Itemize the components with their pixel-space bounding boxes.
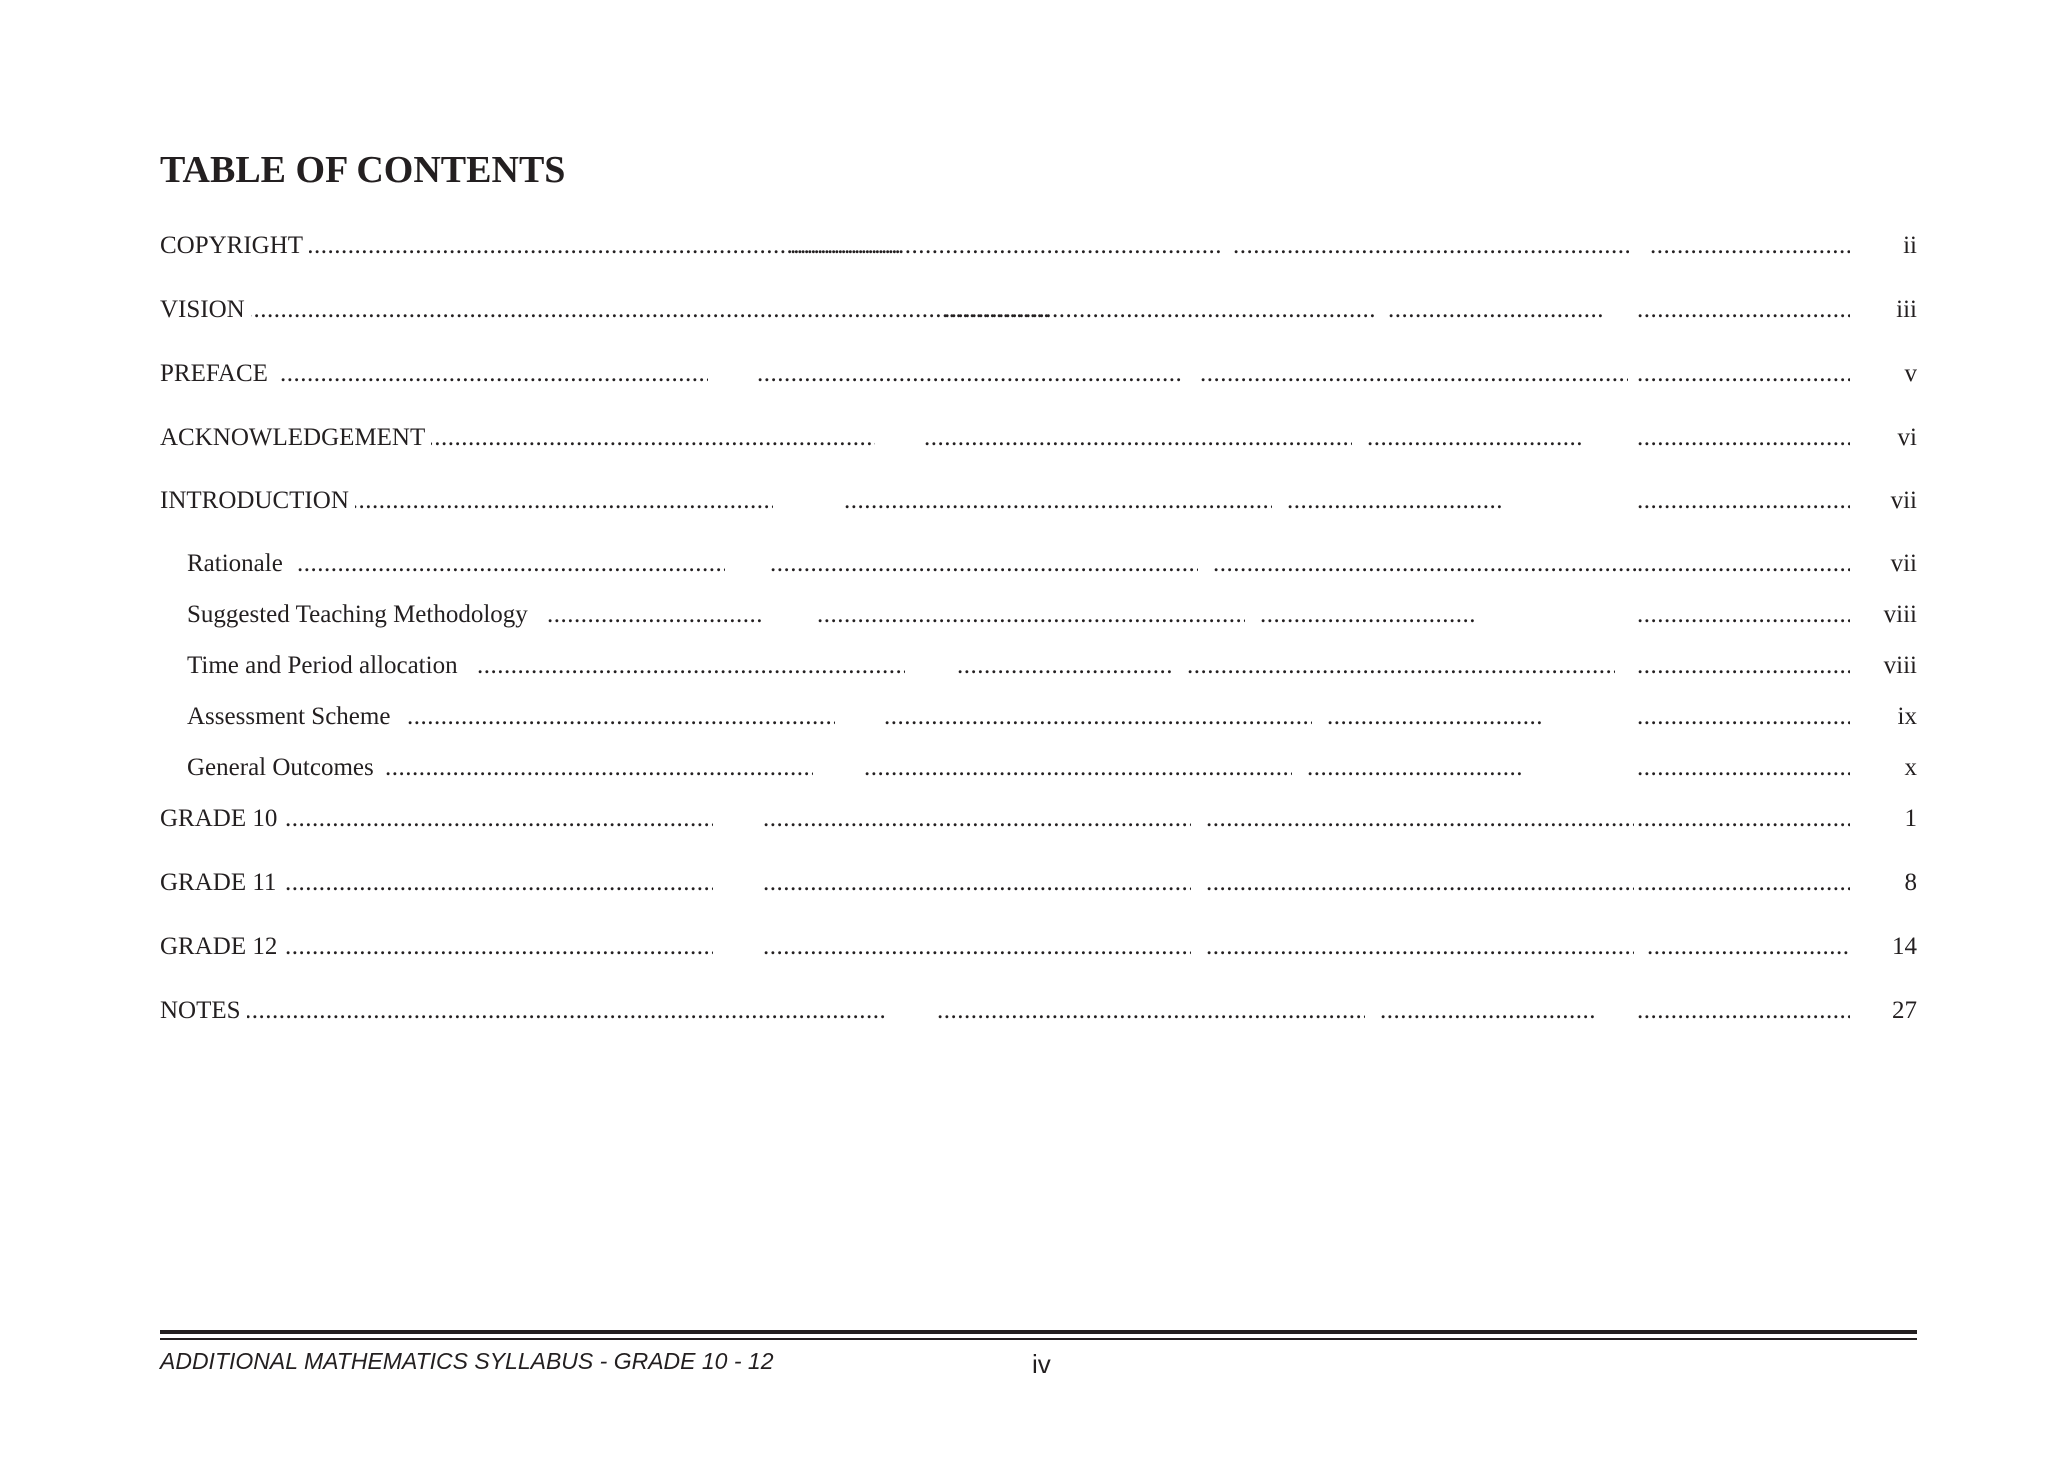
toc-entry-suggested-teaching-methodology[interactable] [187,597,1917,633]
leader-dots [1647,929,1850,965]
leader-dots [240,292,1050,328]
footer-page-number: iv [1032,1349,1051,1379]
toc-entry-page: 8 [1904,869,1917,896]
leader-dots [1287,483,1502,519]
leader-dots [477,648,905,684]
leader-dots [1637,292,1850,328]
leader-dots [1380,993,1595,1029]
toc-entry-label: Rationale [187,546,289,582]
leader-dots [763,801,1191,837]
leader-dots [360,420,875,456]
toc-entry-label: PREFACE [160,356,274,392]
toc-entry-page: ix [1897,703,1917,730]
leader-dots [937,993,1365,1029]
toc-entry-label: Assessment Scheme [187,699,396,735]
toc-entry-label: General Outcomes [187,750,380,786]
leader-dots [1206,801,1634,837]
leader-dots [285,865,713,901]
leader-dots [1637,750,1850,786]
footer-rule [160,1338,1917,1340]
toc-entry-assessment-scheme[interactable] [187,699,1917,735]
toc-entry-page: 1 [1904,805,1917,832]
leader-dots [1327,699,1542,735]
toc-entry-label: INTRODUCTION [160,483,355,519]
leader-dots [1637,648,1850,684]
leader-dots [1637,865,1850,901]
toc-entry-general-outcomes[interactable] [187,750,1917,786]
leader-dots [763,865,1191,901]
leader-dots [844,483,1272,519]
leader-dots [297,546,725,582]
toc-entry-time-and-period-allocation[interactable] [187,648,1917,684]
toc-entry-label: NOTES [160,993,247,1029]
leader-dots [245,993,887,1029]
toc-entry-notes[interactable] [160,993,1917,1029]
leader-dots [1637,420,1850,456]
leader-dots [285,801,713,837]
leader-dots [1388,292,1603,328]
toc-entry-copyright[interactable] [160,228,1917,264]
leader-dots [1637,356,1850,392]
leader-dots [1637,483,1850,519]
leader-dots [1187,648,1615,684]
leader-dots [1637,993,1850,1029]
toc-entry-label: ACKNOWLEDGEMENT [160,420,431,456]
toc-entry-page: viii [1883,601,1917,628]
toc-entry-page: vii [1890,487,1917,514]
toc-entry-label: GRADE 11 [160,865,282,901]
leader-dots [770,546,1198,582]
toc-entry-page: vii [1890,550,1917,577]
toc-entry-page: iii [1896,296,1917,323]
leader-dots [345,483,773,519]
leader-dots [1206,865,1634,901]
leader-dots [1233,228,1629,264]
leader-dots [1650,228,1850,264]
leader-dots [1637,801,1850,837]
leader-dots [864,750,1292,786]
leader-dots [1200,356,1628,392]
toc-entry-page: vi [1897,424,1917,451]
leader-dots [1367,420,1582,456]
leader-dots [763,929,1191,965]
toc-entry-grade-12[interactable] [160,929,1917,965]
leader-dots [924,420,1352,456]
leader-dots [1307,750,1522,786]
toc-entry-vision[interactable] [160,292,1917,328]
leader-dots [757,356,1182,392]
toc-entry-label: Time and Period allocation [187,648,464,684]
leader-dots [1260,597,1475,633]
leader-dots [1637,546,1850,582]
toc-entry-page: 27 [1892,997,1917,1024]
leader-dots [817,597,1245,633]
toc-entry-label: VISION [160,292,251,328]
leader-dots [280,356,708,392]
toc-entry-page: 14 [1892,933,1917,960]
toc-entry-label: GRADE 12 [160,929,283,965]
toc-entry-grade-11[interactable] [160,865,1917,901]
toc-entry-page: ii [1903,232,1917,259]
toc-entry-label: Suggested Teaching Methodology [187,597,534,633]
toc-entry-acknowledgement[interactable] [160,420,1917,456]
toc-entry-page: v [1904,360,1917,387]
leader-dots [1206,929,1634,965]
toc-entry-rationale[interactable] [187,546,1917,582]
toc-entry-grade-10[interactable] [160,801,1917,837]
leader-dots [957,648,1172,684]
leader-dots [285,929,713,965]
footer-document-title: ADDITIONAL MATHEMATICS SYLLABUS - GRADE 10 - 12 [160,1348,774,1374]
leader-dots [790,228,1223,264]
leader-dots [884,699,1312,735]
leader-dots [385,750,813,786]
page-title: TABLE OF CONTENTS [160,149,566,191]
leader-dots [547,597,762,633]
leader-dots [1213,546,1641,582]
leader-dots [407,699,835,735]
toc-entry-label: GRADE 10 [160,801,283,837]
leader-dots [944,292,1374,328]
footer-rule [160,1330,1917,1334]
leader-dots [1637,699,1850,735]
toc-entry-preface[interactable] [160,356,1917,392]
toc-entry-introduction[interactable] [160,483,1917,519]
leader-dots [1637,597,1850,633]
toc-entry-page: x [1904,754,1917,781]
toc-entry-page: viii [1883,652,1917,679]
toc-entry-label: COPYRIGHT [160,228,309,264]
